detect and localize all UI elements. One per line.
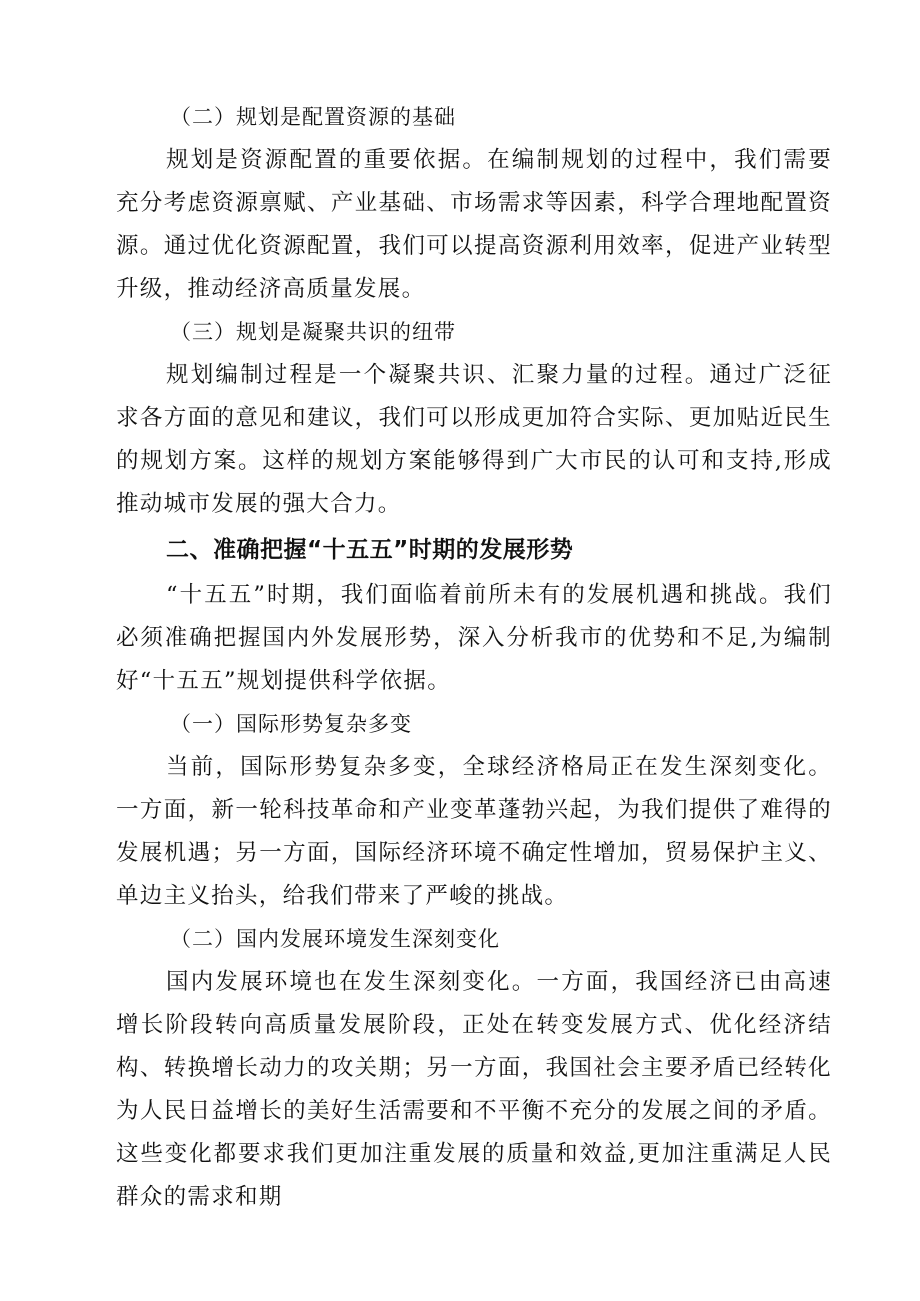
paragraph-development-situation: “十五五”时期，我们面临着前所未有的发展机遇和挑战。我们必须准确把握国内外发展形势，深入分析我市的优势和不足,为编制好“十五五”规划提供科学依据。 xyxy=(116,582,832,694)
subheading-domestic-environment: （二）国内发展环境发生深刻变化 xyxy=(170,927,500,951)
subheading-international-situation: （一）国际形势复杂多变 xyxy=(170,712,412,736)
subheading-resource-allocation: （二）规划是配置资源的基础 xyxy=(170,105,456,129)
subheading-consensus: （三）规划是凝聚共识的纽带 xyxy=(170,320,456,344)
paragraph-consensus: 规划编制过程是一个凝聚共识、汇聚力量的过程。通过广泛征求各方面的意见和建议，我们可以形成更加符合实际、更加贴近民生的规划方案。这样的规划方案能够得到广大市民的认可和支持,形成推动城市发展的强大合力。 xyxy=(116,362,832,517)
document-body xyxy=(116,96,832,1219)
paragraph-domestic-environment: 国内发展环境也在发生深刻变化。一方面，我国经济已由高速增长阶段转向高质量发展阶段，正处在转变发展方式、优化经济结构、转换增长动力的攻关期；另一方面，我国社会主要矛盾已经转化为人民日益增长的美好生活需要和不平衡不充分的发展之间的矛盾。这些变化都要求我们更加注重发展的质量和效益,更加注重满足人民群众的需求和期 xyxy=(116,969,832,1210)
section-heading-development-situation: 二、准确把握“十五五”时期的发展形势 xyxy=(166,537,574,563)
paragraph-international-situation: 当前，国际形势复杂多变，全球经济格局正在发生深刻变化。一方面，新一轮科技革命和产业变革蓬勃兴起，为我们提供了难得的发展机遇；另一方面，国际经济环境不确定性增加，贸易保护主义、单边主义抬头，给我们带来了严峻的挑战。 xyxy=(116,754,832,909)
paragraph-resource-allocation: 规划是资源配置的重要依据。在编制规划的过程中，我们需要充分考虑资源禀赋、产业基础、市场需求等因素，科学合理地配置资源。通过优化资源配置，我们可以提高资源利用效率，促进产业转型升级，推动经济高质量发展。 xyxy=(116,147,832,302)
